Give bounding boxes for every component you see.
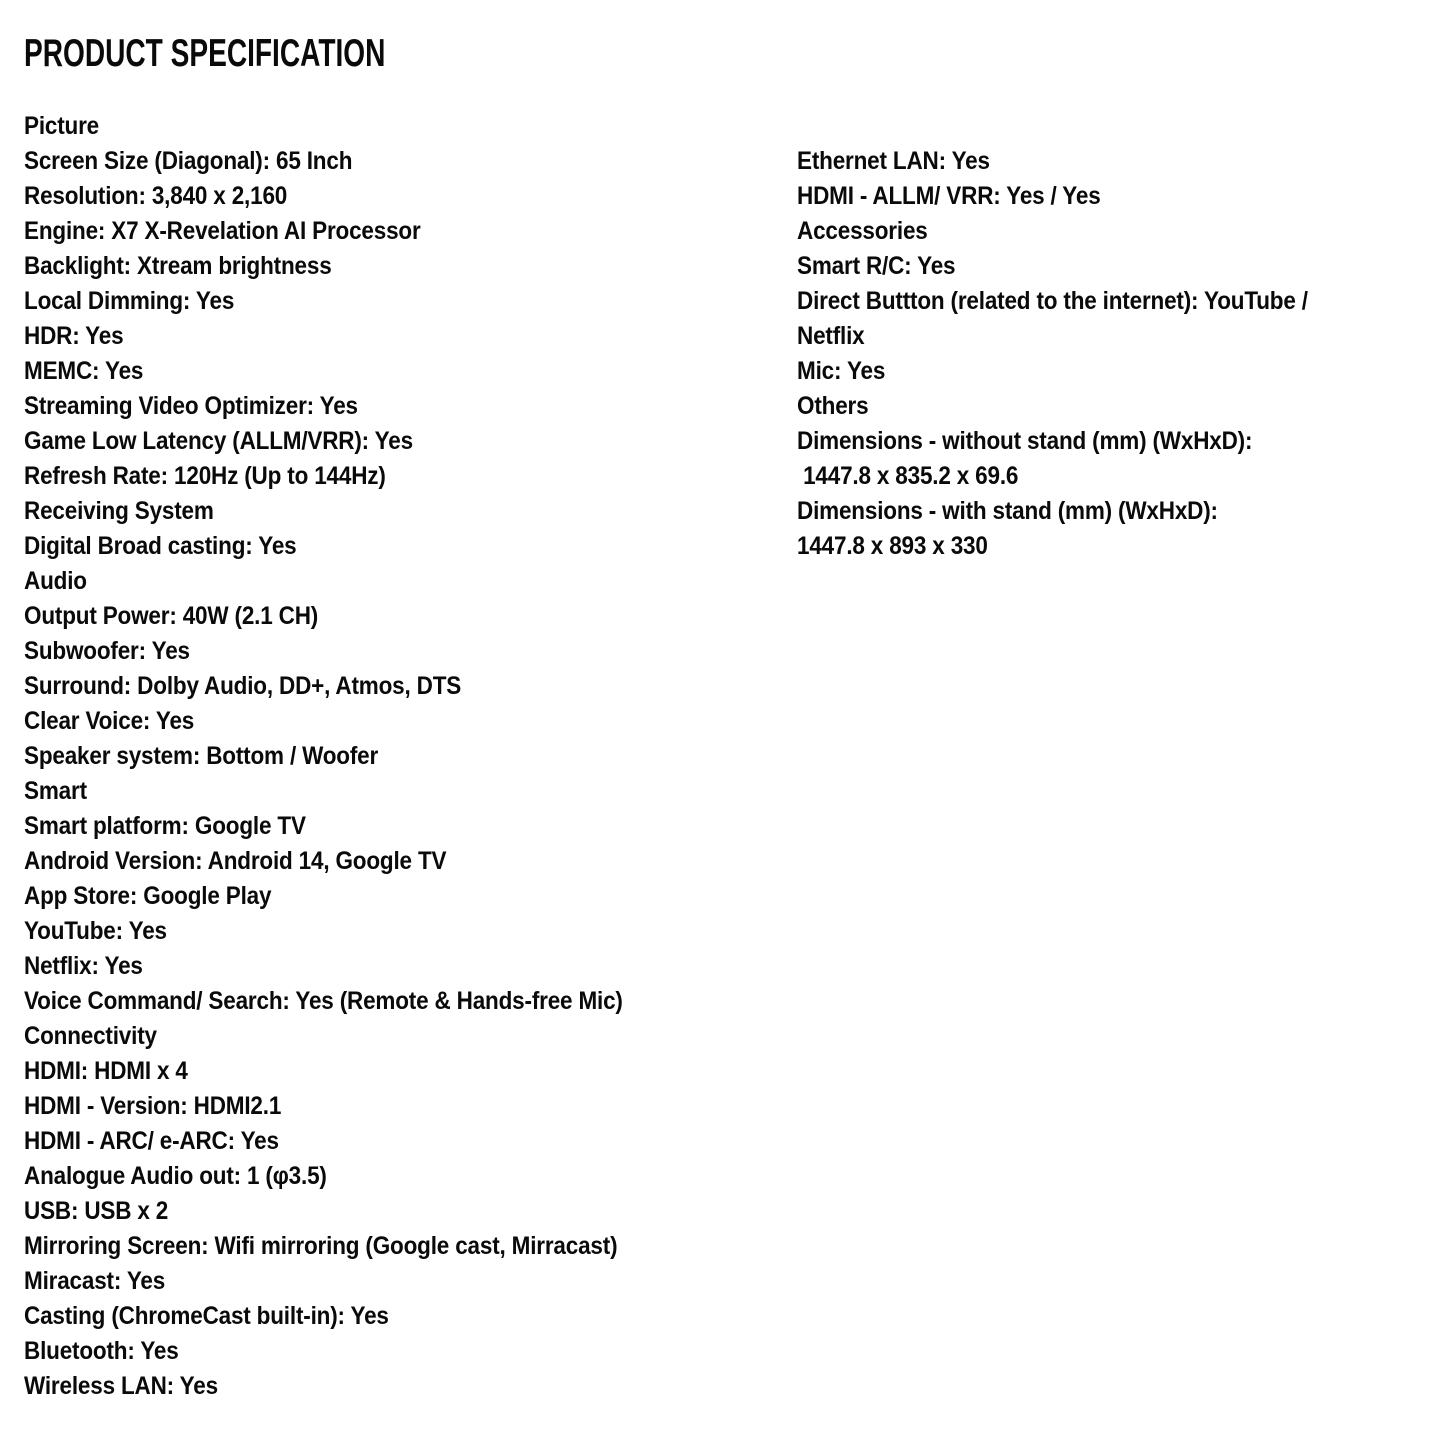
spec-line: Refresh Rate: 120Hz (Up to 144Hz) <box>24 462 386 490</box>
spec-line: Direct Buttton (related to the internet): YouTube / <box>797 287 1308 315</box>
spec-line: Mirroring Screen: Wifi mirroring (Google cast, Mirracast) <box>24 1232 618 1260</box>
spec-line: Picture <box>24 112 100 140</box>
spec-line: HDR: Yes <box>24 322 124 350</box>
spec-line: Dimensions - without stand (mm) (WxHxD): <box>797 427 1253 455</box>
spec-line: Clear Voice: Yes <box>24 707 195 735</box>
spec-line: Receiving System <box>24 497 214 525</box>
spec-line: Netflix <box>797 322 865 350</box>
spec-line: HDMI - ALLM/ VRR: Yes / Yes <box>797 182 1101 210</box>
spec-line: Local Dimming: Yes <box>24 287 235 315</box>
spec-line: HDMI: HDMI x 4 <box>24 1057 188 1085</box>
spec-line: Netflix: Yes <box>24 952 143 980</box>
spec-line: 1447.8 x 835.2 x 69.6 <box>797 462 1019 490</box>
spec-line: Speaker system: Bottom / Woofer <box>24 742 379 770</box>
spec-line: Mic: Yes <box>797 357 886 385</box>
spec-line: Dimensions - with stand (mm) (WxHxD): <box>797 497 1218 525</box>
spec-line: Wireless LAN: Yes <box>24 1372 218 1400</box>
spec-line: Resolution: 3,840 x 2,160 <box>24 182 288 210</box>
spec-line: Miracast: Yes <box>24 1267 166 1295</box>
spec-line: Android Version: Android 14, Google TV <box>24 847 447 875</box>
spec-line: Surround: Dolby Audio, DD+, Atmos, DTS <box>24 672 462 700</box>
spec-line: 1447.8 x 893 x 330 <box>797 532 988 560</box>
spec-line: Backlight: Xtream brightness <box>24 252 332 280</box>
spec-line: HDMI - Version: HDMI2.1 <box>24 1092 282 1120</box>
spec-line: Engine: X7 X-Revelation AI Processor <box>24 217 421 245</box>
spec-line: Ethernet LAN: Yes <box>797 147 990 175</box>
spec-line: Accessories <box>797 217 928 245</box>
spec-line: Smart R/C: Yes <box>797 252 956 280</box>
spec-line: Smart platform: Google TV <box>24 812 306 840</box>
spec-line: Bluetooth: Yes <box>24 1337 179 1365</box>
spec-line: Smart <box>24 777 87 805</box>
spec-column-right <box>797 144 1308 564</box>
page-title: PRODUCT SPECIFICATION <box>24 32 386 75</box>
spec-column-left <box>24 109 623 1404</box>
spec-line: Game Low Latency (ALLM/VRR): Yes <box>24 427 413 455</box>
spec-line: YouTube: Yes <box>24 917 167 945</box>
spec-line: Others <box>797 392 869 420</box>
spec-line: Streaming Video Optimizer: Yes <box>24 392 358 420</box>
spec-line: Output Power: 40W (2.1 CH) <box>24 602 319 630</box>
spec-line: Audio <box>24 567 87 595</box>
spec-line: Digital Broad casting: Yes <box>24 532 297 560</box>
spec-line: HDMI - ARC/ e-ARC: Yes <box>24 1127 279 1155</box>
spec-line: Casting (ChromeCast built-in): Yes <box>24 1302 389 1330</box>
spec-line: Voice Command/ Search: Yes (Remote & Hands-free Mic) <box>24 987 623 1015</box>
spec-line: Subwoofer: Yes <box>24 637 190 665</box>
spec-line: Connectivity <box>24 1022 157 1050</box>
spec-line: Analogue Audio out: 1 (φ3.5) <box>24 1162 327 1190</box>
spec-line: USB: USB x 2 <box>24 1197 169 1225</box>
spec-line: MEMC: Yes <box>24 357 144 385</box>
spec-line: Screen Size (Diagonal): 65 Inch <box>24 147 353 175</box>
spec-line: App Store: Google Play <box>24 882 272 910</box>
